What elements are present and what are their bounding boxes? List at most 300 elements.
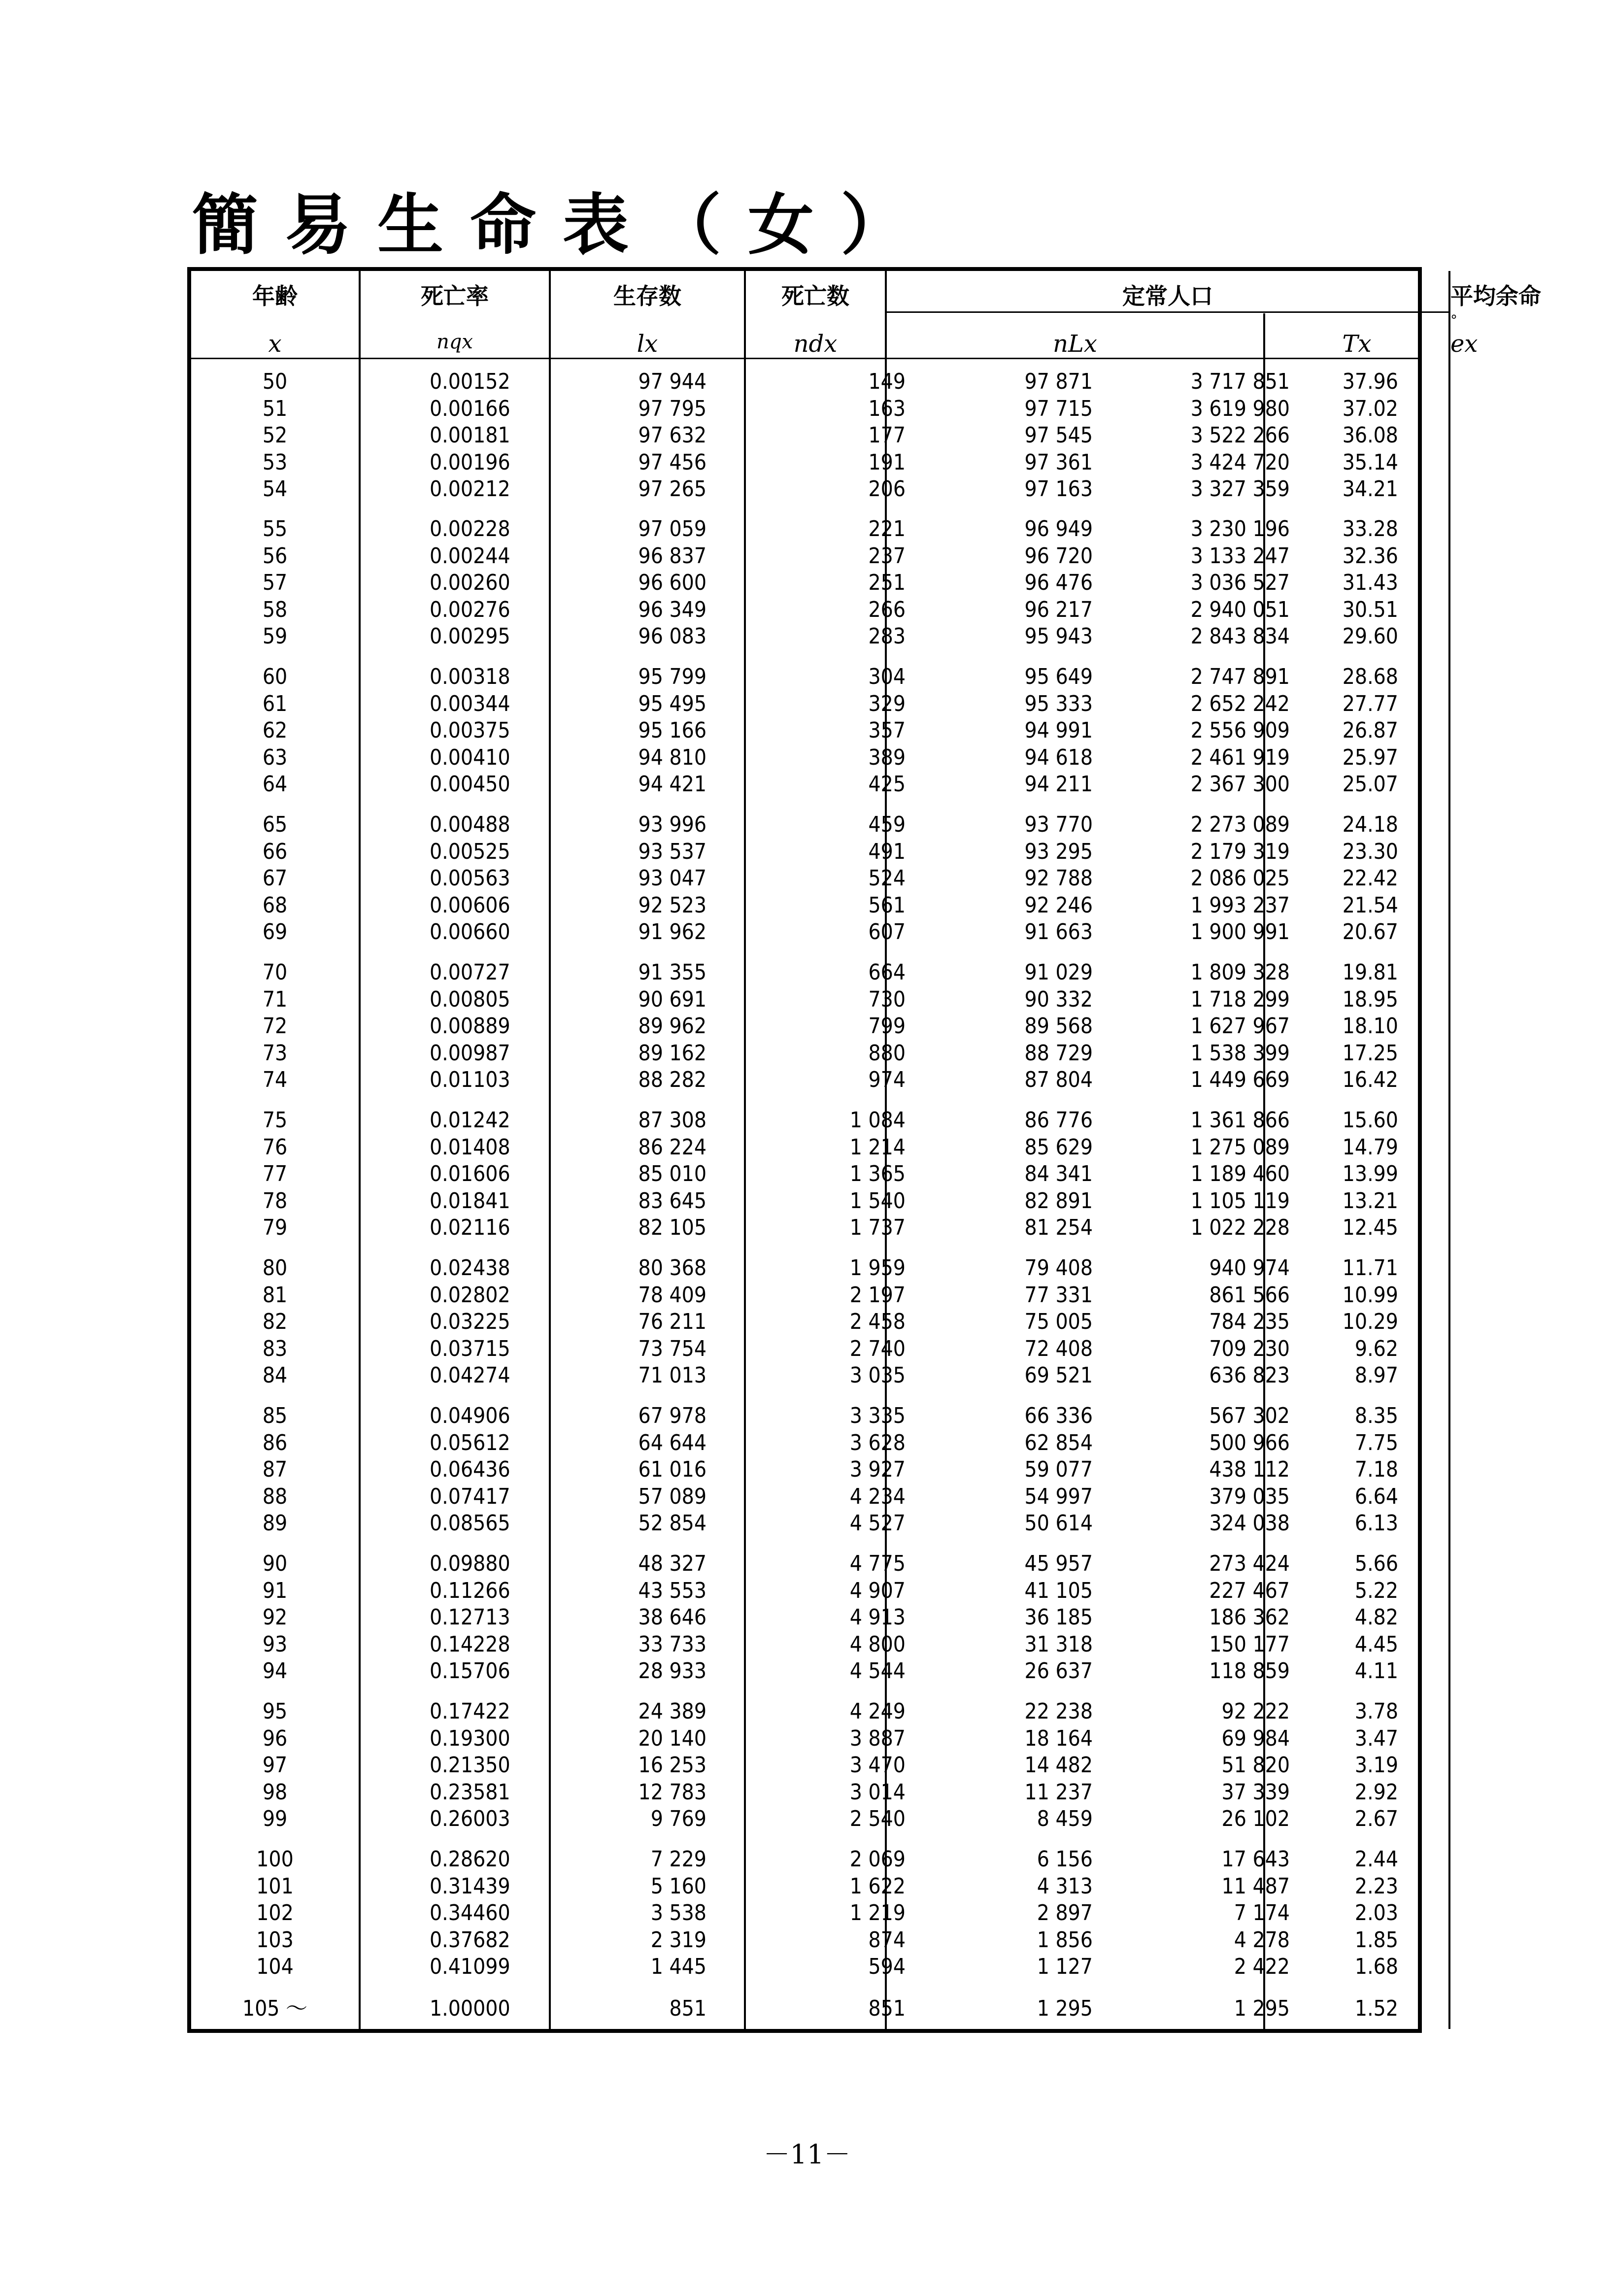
cell-ex: 6.64: [1354, 1484, 1398, 1509]
cell-age: 79: [262, 1215, 288, 1241]
cell-dx: 4 907: [849, 1578, 906, 1603]
table-row: [191, 623, 1418, 650]
table-row: [191, 1510, 1418, 1537]
cell-qx: 0.26003: [430, 1806, 510, 1832]
cell-lx: 92 523: [638, 892, 706, 918]
cell-age: 73: [262, 1040, 288, 1066]
table-row: [191, 744, 1418, 772]
cell-age: 91: [262, 1578, 288, 1603]
table-row: [191, 396, 1418, 423]
cell-qx: 0.01408: [430, 1134, 510, 1160]
cell-ex: 18.10: [1342, 1013, 1398, 1039]
cell-lx: 97 059: [638, 516, 706, 541]
symbol-nqx: nqx: [437, 331, 473, 353]
cell-lx: 96 600: [638, 570, 706, 596]
cell-qx: 0.11266: [430, 1578, 510, 1603]
table-row: [191, 476, 1418, 503]
table-row: [191, 1995, 1418, 2023]
cell-ex: 30.51: [1342, 597, 1398, 622]
symbol-lx: lx: [637, 330, 658, 358]
table-row: [191, 1806, 1418, 1833]
cell-qx: 0.00488: [430, 812, 510, 837]
cell-ex: 14.79: [1342, 1134, 1398, 1160]
cell-qx: 0.01606: [430, 1161, 510, 1187]
cell-Tx: 1 718 299: [1190, 986, 1290, 1012]
row-group: [191, 369, 1418, 503]
cell-ex: 2.67: [1354, 1806, 1398, 1832]
table-row: [191, 691, 1418, 718]
cell-Tx: 861 566: [1209, 1282, 1290, 1308]
cell-qx: 0.00318: [430, 664, 510, 689]
cell-dx: 664: [868, 960, 906, 985]
table-row: [191, 1040, 1418, 1067]
cell-ex: 2.23: [1354, 1873, 1398, 1899]
header-subdivider: [887, 311, 1448, 313]
cell-Lx: 75 005: [1024, 1309, 1093, 1335]
table-row: [191, 1188, 1418, 1215]
cell-dx: 283: [868, 624, 906, 649]
cell-ex: 4.11: [1354, 1658, 1398, 1684]
cell-Lx: 2 897: [1037, 1900, 1093, 1926]
table-row: [191, 1631, 1418, 1658]
cell-ex: 7.18: [1354, 1457, 1398, 1483]
table-row: [191, 543, 1418, 570]
cell-dx: 524: [868, 866, 906, 891]
table-row: [191, 422, 1418, 449]
cell-ex: 33.28: [1342, 516, 1398, 541]
table-row: [191, 597, 1418, 624]
table-row: [191, 1430, 1418, 1457]
cell-age: 88: [262, 1484, 288, 1509]
cell-lx: 3 538: [650, 1900, 706, 1926]
cell-qx: 0.00181: [430, 423, 510, 448]
cell-Tx: 186 362: [1209, 1605, 1290, 1630]
cell-dx: 799: [868, 1013, 906, 1039]
cell-dx: 561: [868, 892, 906, 918]
cell-ex: 3.47: [1354, 1725, 1398, 1751]
cell-lx: 93 537: [638, 839, 706, 864]
cell-Tx: 1 295: [1234, 1996, 1290, 2021]
table-row: [191, 1362, 1418, 1389]
cell-age: 100: [256, 1847, 294, 1872]
cell-Tx: 11 487: [1221, 1873, 1290, 1899]
cell-ex: 28.68: [1342, 664, 1398, 689]
table-row: [191, 516, 1418, 543]
cell-Lx: 96 217: [1024, 597, 1093, 622]
cell-age: 85: [262, 1403, 288, 1428]
page-number: －11－: [763, 2139, 851, 2170]
cell-dx: 329: [868, 691, 906, 716]
cell-lx: 48 327: [638, 1551, 706, 1576]
cell-dx: 4 527: [849, 1511, 906, 1536]
cell-Tx: 1 022 228: [1190, 1215, 1290, 1241]
cell-qx: 0.00410: [430, 744, 510, 770]
table-row: [191, 1604, 1418, 1631]
cell-ex: 10.29: [1342, 1309, 1398, 1335]
cell-Lx: 50 614: [1024, 1511, 1093, 1536]
cell-lx: 94 421: [638, 772, 706, 797]
cell-ex: 8.97: [1354, 1363, 1398, 1388]
table-row: [191, 1134, 1418, 1161]
cell-Lx: 93 295: [1024, 839, 1093, 864]
cell-Lx: 4 313: [1037, 1873, 1093, 1899]
cell-lx: 97 456: [638, 449, 706, 475]
cell-Tx: 3 424 720: [1190, 449, 1290, 475]
cell-Lx: 86 776: [1024, 1108, 1093, 1133]
cell-Tx: 324 038: [1209, 1511, 1290, 1536]
cell-Lx: 87 804: [1024, 1067, 1093, 1093]
cell-age: 57: [262, 570, 288, 596]
cell-ex: 15.60: [1342, 1108, 1398, 1133]
cell-Lx: 59 077: [1024, 1457, 1093, 1483]
cell-lx: 93 047: [638, 866, 706, 891]
cell-qx: 0.00375: [430, 718, 510, 743]
table-row: [191, 1752, 1418, 1779]
table-row: [191, 865, 1418, 892]
cell-dx: 730: [868, 986, 906, 1012]
cell-age: 50: [262, 369, 288, 394]
cell-dx: 2 740: [849, 1336, 906, 1361]
cell-qx: 0.01103: [430, 1067, 510, 1093]
cell-ex: 13.99: [1342, 1161, 1398, 1187]
cell-ex: 3.19: [1354, 1753, 1398, 1778]
cell-dx: 3 628: [849, 1430, 906, 1455]
cell-qx: 0.23581: [430, 1779, 510, 1805]
cell-Lx: 97 361: [1024, 449, 1093, 475]
cell-lx: 5 160: [650, 1873, 706, 1899]
cell-ex: 35.14: [1342, 449, 1398, 475]
cell-lx: 7 229: [650, 1847, 706, 1872]
cell-age: 60: [262, 664, 288, 689]
cell-age: 66: [262, 839, 288, 864]
cell-Lx: 95 333: [1024, 691, 1093, 716]
table-row: [191, 1215, 1418, 1242]
cell-lx: 95 799: [638, 664, 706, 689]
cell-Lx: 89 568: [1024, 1013, 1093, 1039]
cell-Lx: 26 637: [1024, 1658, 1093, 1684]
cell-Lx: 77 331: [1024, 1282, 1093, 1308]
cell-Lx: 97 715: [1024, 396, 1093, 421]
cell-lx: 94 810: [638, 744, 706, 770]
cell-dx: 1 365: [849, 1161, 906, 1187]
cell-lx: 95 166: [638, 718, 706, 743]
row-group: [191, 664, 1418, 798]
table-row: [191, 1900, 1418, 1927]
cell-age: 105 ～: [242, 1996, 308, 2021]
cell-Tx: 150 177: [1209, 1631, 1290, 1657]
cell-dx: 974: [868, 1067, 906, 1093]
cell-ex: 18.95: [1342, 986, 1398, 1012]
cell-Tx: 3 327 359: [1190, 476, 1290, 502]
cell-age: 82: [262, 1309, 288, 1335]
cell-dx: 389: [868, 744, 906, 770]
cell-dx: 425: [868, 772, 906, 797]
cell-qx: 1.00000: [430, 1996, 510, 2021]
cell-qx: 0.00228: [430, 516, 510, 541]
cell-dx: 874: [868, 1927, 906, 1953]
table-row: [191, 839, 1418, 866]
cell-lx: 67 978: [638, 1403, 706, 1428]
cell-Tx: 2 273 089: [1190, 812, 1290, 837]
cell-qx: 0.09880: [430, 1551, 510, 1576]
cell-qx: 0.37682: [430, 1927, 510, 1953]
cell-qx: 0.00606: [430, 892, 510, 918]
cell-Lx: 94 211: [1024, 772, 1093, 797]
cell-ex: 19.81: [1342, 960, 1398, 985]
cell-age: 62: [262, 718, 288, 743]
cell-dx: 4 544: [849, 1658, 906, 1684]
cell-ex: 34.21: [1342, 476, 1398, 502]
cell-ex: 24.18: [1342, 812, 1398, 837]
cell-Lx: 1 127: [1037, 1954, 1093, 1980]
cell-age: 55: [262, 516, 288, 541]
table-row: [191, 1551, 1418, 1578]
cell-age: 80: [262, 1255, 288, 1281]
cell-age: 59: [262, 624, 288, 649]
table-row: [191, 717, 1418, 744]
cell-age: 87: [262, 1457, 288, 1483]
header-lx: 生存数: [613, 283, 681, 309]
cell-Lx: 14 482: [1024, 1753, 1093, 1778]
cell-age: 94: [262, 1658, 288, 1684]
cell-qx: 0.05612: [430, 1430, 510, 1455]
cell-Tx: 118 859: [1209, 1658, 1290, 1684]
cell-Tx: 3 133 247: [1190, 543, 1290, 569]
cell-age: 72: [262, 1013, 288, 1039]
cell-qx: 0.41099: [430, 1954, 510, 1980]
cell-dx: 357: [868, 718, 906, 743]
cell-lx: 82 105: [638, 1215, 706, 1241]
table-row: [191, 1013, 1418, 1040]
row-group: [191, 1995, 1418, 2023]
cell-dx: 594: [868, 1954, 906, 1980]
cell-ex: 5.66: [1354, 1551, 1398, 1576]
cell-age: 58: [262, 597, 288, 622]
cell-Lx: 97 545: [1024, 423, 1093, 448]
cell-age: 102: [256, 1900, 294, 1926]
cell-qx: 0.12713: [430, 1605, 510, 1630]
cell-age: 101: [256, 1873, 294, 1899]
cell-qx: 0.21350: [430, 1753, 510, 1778]
cell-ex: 37.02: [1342, 396, 1398, 421]
cell-lx: 12 783: [638, 1779, 706, 1805]
cell-Lx: 69 521: [1024, 1363, 1093, 1388]
cell-age: 63: [262, 744, 288, 770]
cell-age: 68: [262, 892, 288, 918]
cell-dx: 607: [868, 919, 906, 945]
cell-Lx: 36 185: [1024, 1605, 1093, 1630]
cell-Tx: 37 339: [1221, 1779, 1290, 1805]
cell-qx: 0.00660: [430, 919, 510, 945]
cell-age: 86: [262, 1430, 288, 1455]
cell-lx: 97 795: [638, 396, 706, 421]
cell-dx: 4 800: [849, 1631, 906, 1657]
cell-dx: 3 470: [849, 1753, 906, 1778]
cell-dx: 4 249: [849, 1699, 906, 1724]
row-group: [191, 1255, 1418, 1389]
cell-lx: 93 996: [638, 812, 706, 837]
table-row: [191, 1282, 1418, 1309]
cell-ex: 25.97: [1342, 744, 1398, 770]
cell-age: 56: [262, 543, 288, 569]
cell-qx: 0.31439: [430, 1873, 510, 1899]
cell-lx: 73 754: [638, 1336, 706, 1361]
cell-age: 61: [262, 691, 288, 716]
cell-ex: 6.13: [1354, 1511, 1398, 1536]
cell-Tx: 1 993 237: [1190, 892, 1290, 918]
cell-Tx: 2 747 891: [1190, 664, 1290, 689]
cell-Tx: 2 367 300: [1190, 772, 1290, 797]
cell-qx: 0.01841: [430, 1188, 510, 1214]
cell-Tx: 2 086 025: [1190, 866, 1290, 891]
cell-Tx: 1 809 328: [1190, 960, 1290, 985]
cell-lx: 95 495: [638, 691, 706, 716]
header-stationary-population: 定常人口: [1122, 283, 1213, 309]
cell-Lx: 66 336: [1024, 1403, 1093, 1428]
cell-age: 53: [262, 449, 288, 475]
cell-qx: 0.00166: [430, 396, 510, 421]
cell-age: 52: [262, 423, 288, 448]
cell-Lx: 22 238: [1024, 1699, 1093, 1724]
cell-qx: 0.01242: [430, 1108, 510, 1133]
cell-dx: 1 084: [849, 1108, 906, 1133]
cell-dx: 1 219: [849, 1900, 906, 1926]
cell-age: 83: [262, 1336, 288, 1361]
row-group: [191, 959, 1418, 1094]
cell-dx: 206: [868, 476, 906, 502]
cell-ex: 1.85: [1354, 1927, 1398, 1953]
cell-dx: 237: [868, 543, 906, 569]
cell-age: 65: [262, 812, 288, 837]
cell-ex: 8.35: [1354, 1403, 1398, 1428]
cell-Tx: 227 467: [1209, 1578, 1290, 1603]
cell-dx: 1 540: [849, 1188, 906, 1214]
cell-Lx: 54 997: [1024, 1484, 1093, 1509]
row-group: [191, 1403, 1418, 1537]
cell-ex: 12.45: [1342, 1215, 1398, 1241]
cell-dx: 149: [868, 369, 906, 394]
cell-qx: 0.00525: [430, 839, 510, 864]
cell-age: 70: [262, 960, 288, 985]
table-row: [191, 1779, 1418, 1806]
cell-lx: 85 010: [638, 1161, 706, 1187]
cell-qx: 0.02802: [430, 1282, 510, 1308]
cell-ex: 23.30: [1342, 839, 1398, 864]
cell-lx: 28 933: [638, 1658, 706, 1684]
cell-age: 103: [256, 1927, 294, 1953]
table-row: [191, 1309, 1418, 1336]
cell-Tx: 51 820: [1221, 1753, 1290, 1778]
cell-age: 75: [262, 1108, 288, 1133]
cell-lx: 90 691: [638, 986, 706, 1012]
table-row: [191, 570, 1418, 597]
cell-qx: 0.00563: [430, 866, 510, 891]
table-row: [191, 1658, 1418, 1685]
cell-dx: 880: [868, 1040, 906, 1066]
cell-age: 77: [262, 1161, 288, 1187]
table-row: [191, 986, 1418, 1013]
cell-age: 99: [262, 1806, 288, 1832]
cell-age: 90: [262, 1551, 288, 1576]
cell-qx: 0.00889: [430, 1013, 510, 1039]
cell-qx: 0.15706: [430, 1658, 510, 1684]
cell-lx: 24 389: [638, 1699, 706, 1724]
cell-ex: 32.36: [1342, 543, 1398, 569]
cell-Lx: 79 408: [1024, 1255, 1093, 1281]
cell-lx: 2 319: [650, 1927, 706, 1953]
table-row: [191, 1698, 1418, 1725]
cell-qx: 0.00805: [430, 986, 510, 1012]
cell-lx: 96 083: [638, 624, 706, 649]
cell-qx: 0.00344: [430, 691, 510, 716]
cell-Tx: 1 189 460: [1190, 1161, 1290, 1187]
cell-ex: 10.99: [1342, 1282, 1398, 1308]
cell-age: 71: [262, 986, 288, 1012]
header-qx: 死亡率: [421, 283, 489, 309]
cell-Lx: 84 341: [1024, 1161, 1093, 1187]
cell-dx: 1 214: [849, 1134, 906, 1160]
cell-Lx: 18 164: [1024, 1725, 1093, 1751]
cell-Tx: 1 361 866: [1190, 1108, 1290, 1133]
table-row: [191, 1725, 1418, 1753]
cell-Tx: 3 230 196: [1190, 516, 1290, 541]
cell-Lx: 72 408: [1024, 1336, 1093, 1361]
table-row: [191, 1336, 1418, 1363]
cell-age: 67: [262, 866, 288, 891]
cell-qx: 0.00196: [430, 449, 510, 475]
cell-ex: 1.68: [1354, 1954, 1398, 1980]
cell-Tx: 1 449 669: [1190, 1067, 1290, 1093]
symbol-x: x: [268, 330, 282, 358]
cell-Tx: 1 900 991: [1190, 919, 1290, 945]
cell-lx: 71 013: [638, 1363, 706, 1388]
cell-age: 95: [262, 1699, 288, 1724]
cell-Tx: 709 230: [1209, 1336, 1290, 1361]
cell-ex: 2.03: [1354, 1900, 1398, 1926]
cell-ex: 9.62: [1354, 1336, 1398, 1361]
row-group: [191, 1551, 1418, 1685]
cell-Lx: 6 156: [1037, 1847, 1093, 1872]
cell-qx: 0.19300: [430, 1725, 510, 1751]
cell-Lx: 88 729: [1024, 1040, 1093, 1066]
cell-Tx: 2 843 834: [1190, 624, 1290, 649]
cell-lx: 91 355: [638, 960, 706, 985]
cell-age: 69: [262, 919, 288, 945]
column-divider: [1448, 271, 1450, 2029]
cell-dx: 491: [868, 839, 906, 864]
cell-lx: 97 944: [638, 369, 706, 394]
cell-ex: 4.82: [1354, 1605, 1398, 1630]
cell-qx: 0.00450: [430, 772, 510, 797]
table-row: [191, 1873, 1418, 1900]
cell-dx: 251: [868, 570, 906, 596]
cell-dx: 221: [868, 516, 906, 541]
cell-dx: 304: [868, 664, 906, 689]
cell-Tx: 3 036 527: [1190, 570, 1290, 596]
cell-Tx: 92 222: [1221, 1699, 1290, 1724]
cell-ex: 17.25: [1342, 1040, 1398, 1066]
cell-qx: 0.03715: [430, 1336, 510, 1361]
cell-Lx: 81 254: [1024, 1215, 1093, 1241]
cell-qx: 0.00727: [430, 960, 510, 985]
cell-age: 64: [262, 772, 288, 797]
cell-Lx: 93 770: [1024, 812, 1093, 837]
cell-lx: 78 409: [638, 1282, 706, 1308]
cell-lx: 80 368: [638, 1255, 706, 1281]
cell-dx: 4 913: [849, 1605, 906, 1630]
cell-dx: 3 035: [849, 1363, 906, 1388]
cell-qx: 0.14228: [430, 1631, 510, 1657]
